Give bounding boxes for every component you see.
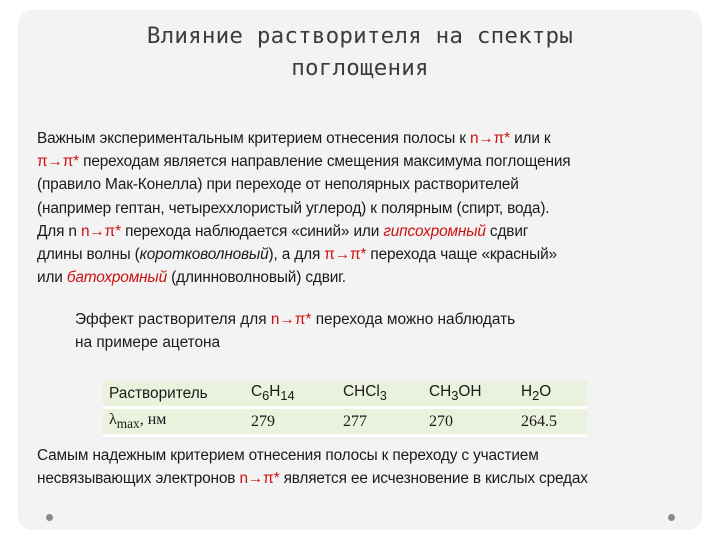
slide-title <box>0 20 720 84</box>
unit: , нм <box>139 410 167 428</box>
paragraph-acetone <box>75 308 685 354</box>
subscript: 3 <box>451 388 459 404</box>
text: ), а для <box>268 246 325 264</box>
subscript: 3 <box>379 388 387 404</box>
pi-transition: π→π* <box>37 153 80 171</box>
n-symbol: n <box>270 311 280 328</box>
para1-line-1 <box>37 127 707 150</box>
text: O <box>539 383 552 401</box>
text: или <box>37 269 67 287</box>
bathochromic-term: батохромный <box>66 269 168 287</box>
text: Важным экспериментальным критерием отнесения полосы к <box>37 130 470 147</box>
text: несвязывающих электронов <box>37 470 240 487</box>
title-line-1: Влияние растворителя на спектры <box>146 23 574 49</box>
para1-line-2 <box>37 150 707 173</box>
title-line-2: поглощения <box>291 55 429 81</box>
row-label-lambda-max <box>103 408 245 436</box>
text: OH <box>458 383 482 401</box>
header-solvent-label: Растворитель <box>103 381 245 408</box>
hypsochromic-term: гипсохромный <box>383 222 486 240</box>
para3-line-1: Самым надежным критерием отнесения полосы к переходу с участием <box>37 447 539 464</box>
para1-line-3: (правило Мак-Конелла) при переходе от неполярных растворителей <box>37 176 519 194</box>
text: перехода чаще «красный» <box>366 246 557 264</box>
text: (длинноволновый) сдвиг. <box>167 269 346 287</box>
subscript: 6 <box>262 388 270 404</box>
pi-transition: π→π* <box>324 246 367 264</box>
n-symbol: n <box>239 470 248 487</box>
header-water <box>515 381 587 408</box>
header-chloroform <box>337 381 423 408</box>
decorative-dot <box>668 514 675 521</box>
short-wave-term: коротковолновый <box>139 246 269 264</box>
n-symbol: n <box>469 130 479 147</box>
header-heptane <box>245 381 337 408</box>
transition-arrow: →π* <box>279 311 312 328</box>
text: перехода можно наблюдать <box>311 311 516 328</box>
table-cell: 279 <box>245 408 337 436</box>
table-cell: 277 <box>337 408 423 436</box>
text: H <box>521 383 533 401</box>
para2-line-1 <box>75 308 685 331</box>
subscript: 14 <box>280 388 295 404</box>
text: Эффект растворителя для <box>75 311 271 328</box>
table-cell: 264.5 <box>515 408 587 436</box>
text: CH <box>429 383 452 401</box>
subscript: 2 <box>532 388 540 404</box>
table-header-row <box>103 381 587 408</box>
para1-line-6 <box>37 243 707 266</box>
text: является ее исчезновение в кислых средах <box>279 470 588 487</box>
transition-arrow: →π* <box>247 470 280 487</box>
text: H <box>269 383 281 401</box>
solvent-table <box>103 381 587 437</box>
text: перехода наблюдается «синий» или <box>120 222 384 240</box>
para2-line-2: на примере ацетона <box>75 334 221 351</box>
text: CHCl <box>343 383 380 401</box>
header-methanol <box>423 381 515 408</box>
para1-line-4: (например гептан, четыреххлористый углерод) к полярным (спирт, вода). <box>37 199 550 217</box>
text: Для n <box>37 222 81 240</box>
transition-arrow: →π* <box>478 130 510 147</box>
n-symbol: n <box>80 222 90 240</box>
decorative-dot <box>46 514 53 521</box>
para1-line-5 <box>37 220 707 243</box>
para3-line-2 <box>37 467 707 490</box>
paragraph-criterion <box>37 127 707 289</box>
text: или к <box>509 130 551 147</box>
lambda-symbol: λ <box>109 410 117 428</box>
text: переходам является направление смещения максимума поглощения <box>79 153 571 171</box>
table-row-lambda <box>103 408 587 436</box>
text: C <box>251 383 263 401</box>
paragraph-acid-criterion <box>37 444 707 490</box>
text: длины волны ( <box>37 246 140 264</box>
subscript: max <box>116 416 140 432</box>
transition-arrow: →π* <box>89 222 121 240</box>
para1-line-7 <box>37 266 707 289</box>
text: сдвиг <box>485 222 529 240</box>
table-cell: 270 <box>423 408 515 436</box>
